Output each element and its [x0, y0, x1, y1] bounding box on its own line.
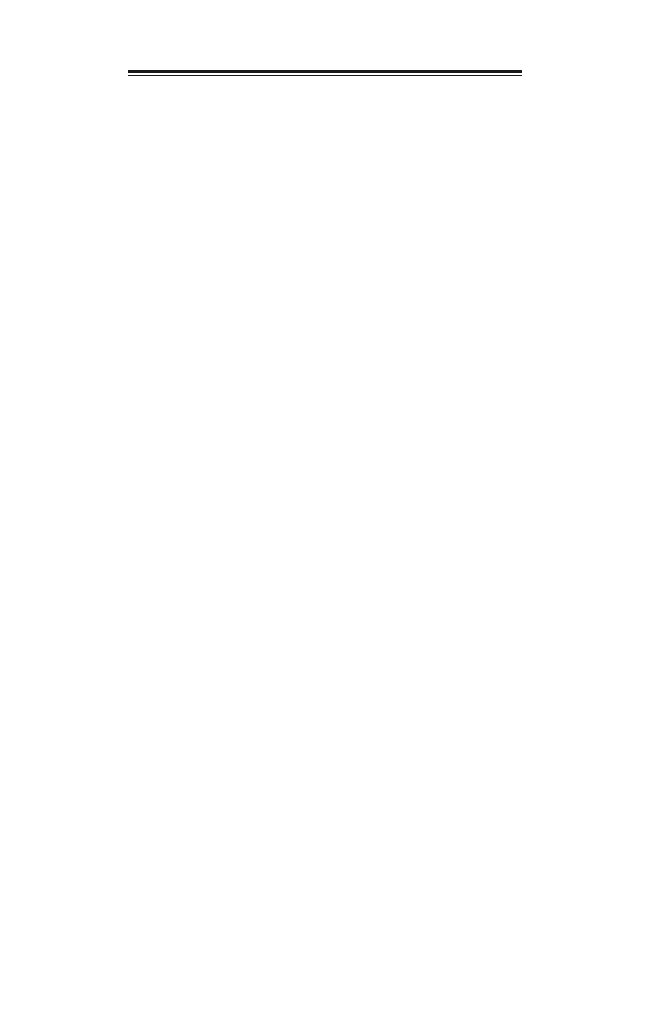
header-rule-thin — [128, 75, 522, 76]
header-rule-thick — [128, 70, 522, 73]
